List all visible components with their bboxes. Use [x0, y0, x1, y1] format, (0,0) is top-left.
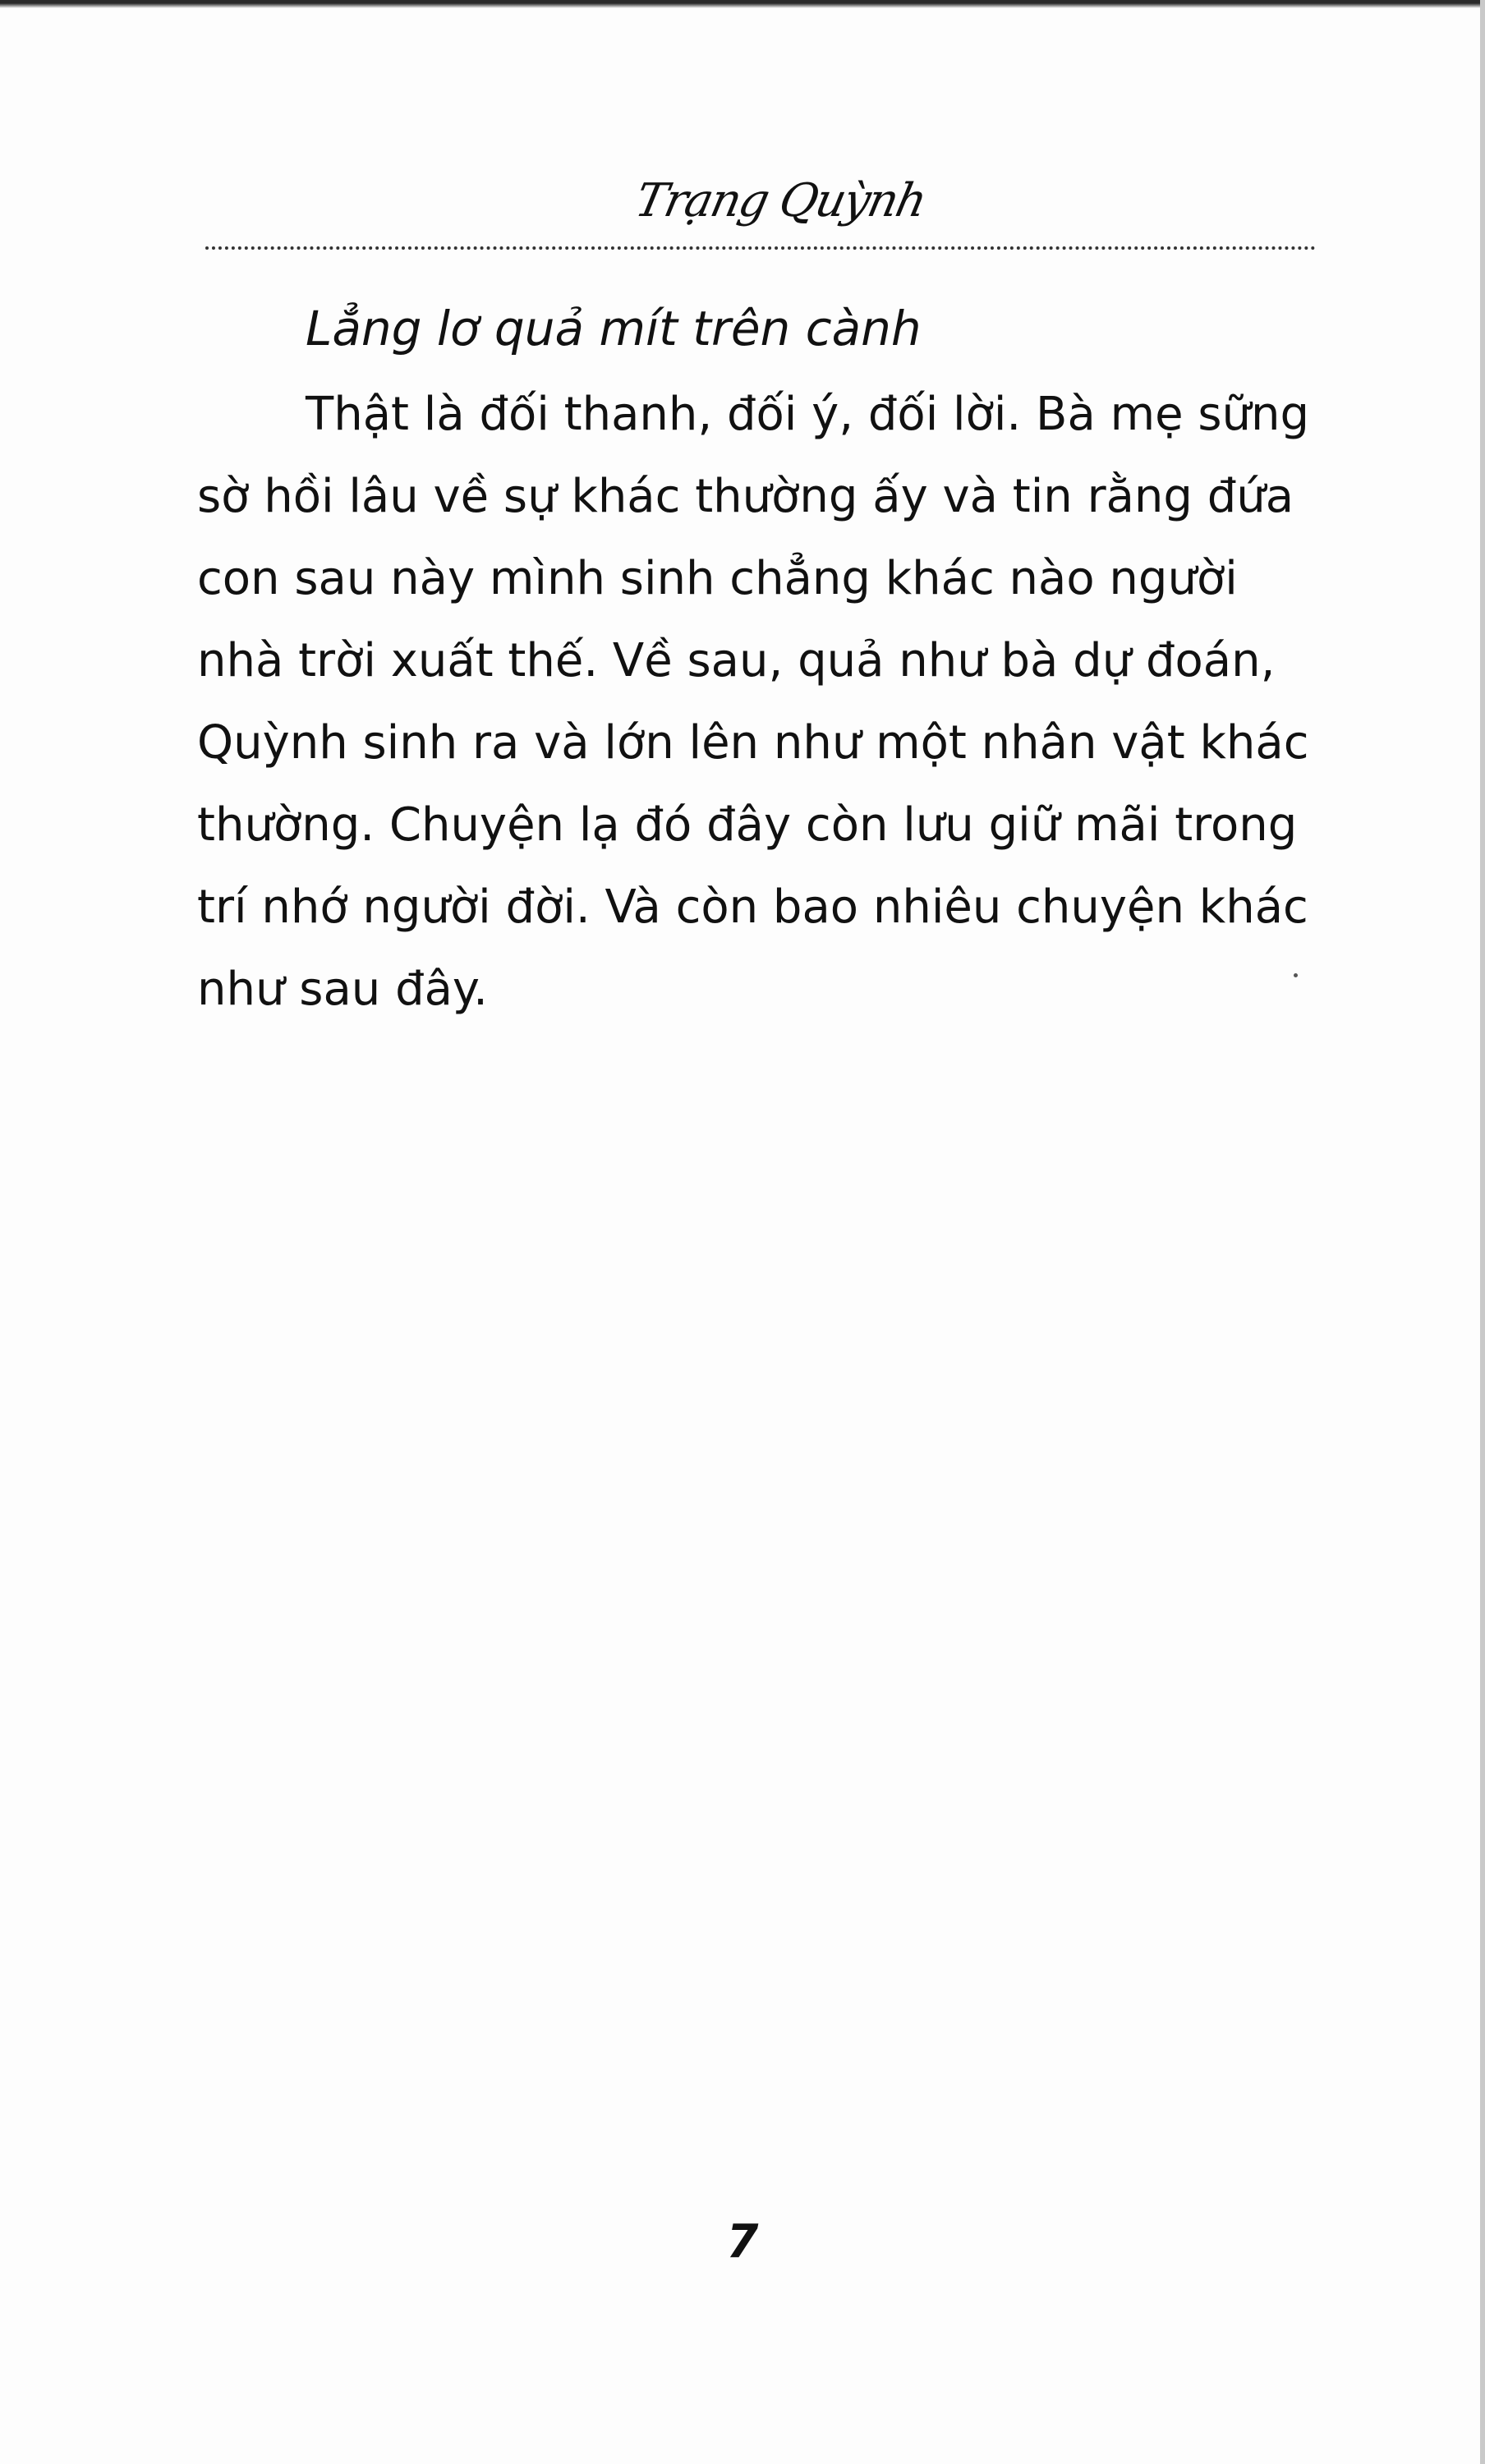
ink-speck	[1294, 973, 1298, 977]
body-line: Quỳnh sinh ra và lớn lên như một nhân vật khác	[197, 716, 1309, 770]
body-line: Thật là đối thanh, đối ý, đối lời. Bà mẹ sững	[306, 388, 1310, 441]
page-right-edge	[1480, 0, 1485, 2464]
page-number: 7	[726, 2215, 759, 2269]
poem-verse-line: Lẳng lơ quả mít trên cành	[306, 301, 922, 356]
header-dotted-rule	[205, 246, 1316, 250]
body-line: con sau này mình sinh chẳng khác nào người	[197, 552, 1238, 605]
body-line: sờ hồi lâu về sự khác thường ấy và tin rằng đứa	[197, 470, 1294, 523]
page-top-edge	[0, 0, 1485, 8]
body-paragraph	[197, 374, 1331, 1031]
running-header-title: Trạng Quỳnh	[630, 174, 931, 228]
body-line: như sau đây.	[197, 963, 488, 1016]
body-line: trí nhớ người đời. Và còn bao nhiêu chuyện khác	[197, 880, 1308, 934]
body-line: nhà trời xuất thế. Về sau, quả như bà dự đoán,	[197, 634, 1276, 687]
body-line: thường. Chuyện lạ đó đây còn lưu giữ mãi trong	[197, 798, 1298, 852]
